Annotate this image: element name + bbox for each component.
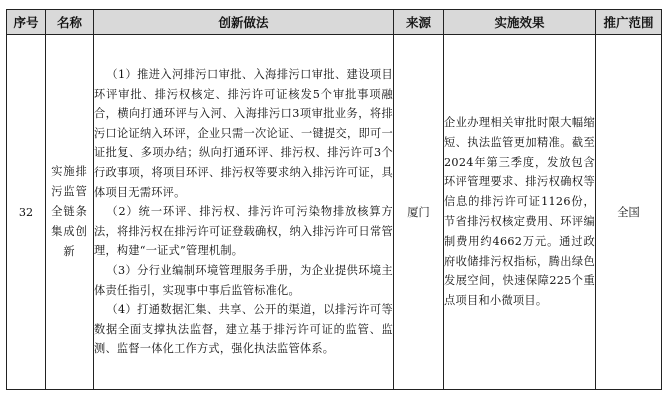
header-scope: 推广范围	[596, 10, 662, 35]
method-item-1: （1）推进入河排污口审批、入海排污口审批、建设项目环评审批、排污权核定、排污许可证核发5个审批事项融合，横向打通环评与入河、入海排污口3项审批业务，将排污口论证纳入环评，企业只需一次论证、一键提交，即可一证批复、多项办结；纵向打通环评、排污权、排污许可3个行政事项，将项目环评、排污权等要求纳入排污许可证，具体项目无需环评。	[94, 68, 393, 199]
cell-name: 实施排污监管全链条集成创新	[46, 35, 94, 390]
method-item-2: （2）统一环评、排污权、排污许可污染物排放核算方法，将排污权在排污许可证登载确权，纳入排污许可日常管理，构建“一证式”管理机制。	[94, 205, 393, 258]
header-source: 来源	[394, 10, 444, 35]
cell-effect	[444, 35, 596, 390]
header-method: 创新做法	[94, 10, 394, 35]
cell-method	[94, 35, 394, 390]
header-no: 序号	[7, 10, 46, 35]
cell-no: 32	[7, 35, 46, 390]
effect-text: 企业办理相关审批时限大幅缩短、执法监管更加精准。截至2024年第三季度，发放包含环评管理要求、排污权确权等信息的排污许可证1126份，节省排污权核定费用、环评编制费用约4662万元。通过政府收储排污权指标，腾出绿色发展空间，快速保障225个重点项目和小微项目。	[444, 116, 595, 308]
innovation-table	[6, 9, 662, 390]
method-item-4: （4）打通数据汇集、共享、公开的渠道，以排污许可等数据全面支撑执法监督，建立基于排污许可证的监管、监测、监督一体化工作方式，强化执法监管体系。	[94, 303, 393, 356]
header-effect: 实施效果	[444, 10, 596, 35]
header-name: 名称	[46, 10, 94, 35]
table-row	[7, 35, 662, 390]
cell-scope: 全国	[596, 35, 662, 390]
header-row	[7, 10, 662, 35]
cell-source: 厦门	[394, 35, 444, 390]
method-item-3: （3）分行业编制环境管理服务手册，为企业提供环境主体责任指引，实现事中事后监管标准化。	[94, 263, 393, 297]
